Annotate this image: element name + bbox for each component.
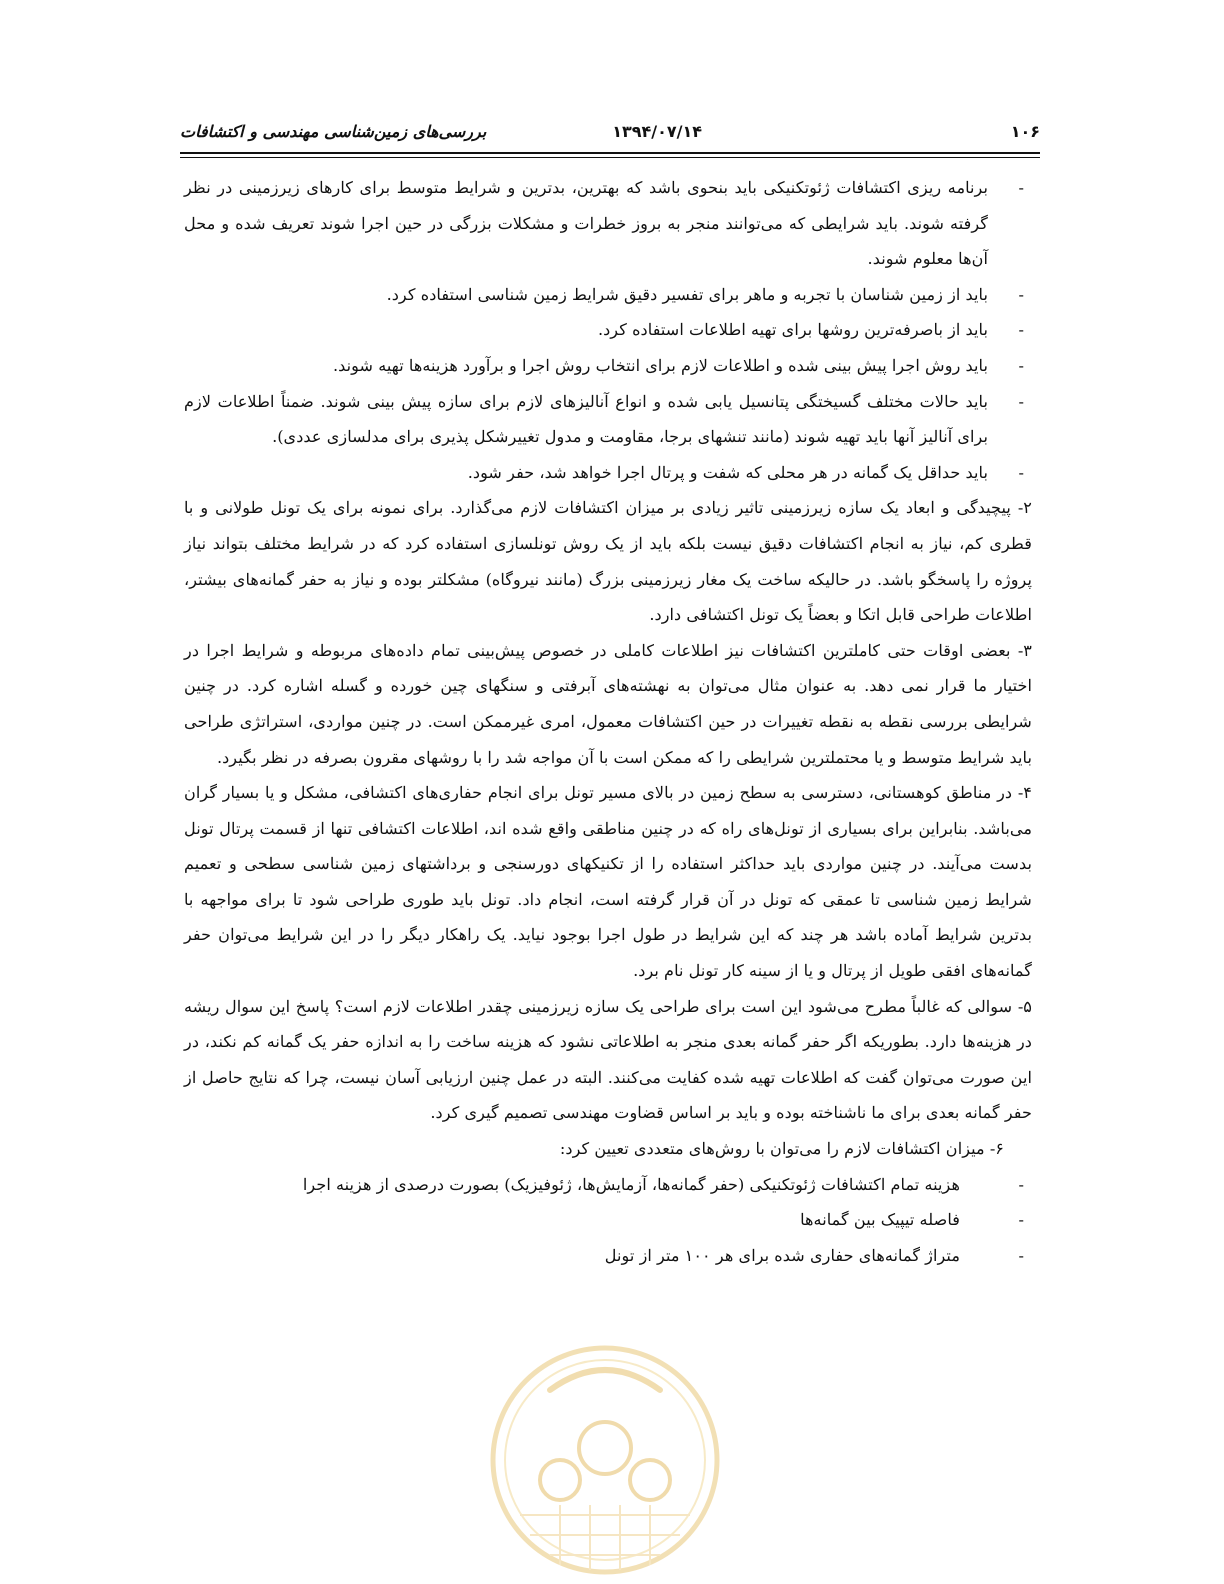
paragraph: ۵- سوالی که غالباً مطرح می‌شود این است برای طراحی یک سازه زیرزمینی چقدر اطلاعات لازم است؟ پاسخ این سوال ریشه در هزینه‌ها دارد. بطوریکه اگر حفر گمانه بعدی منجر به اطلاعاتی نشود که هزینه ساخت را به اندازه حفر یک گمانه کم نکند، در این صورت می‌توان گفت که اطلاعات تهیه شده کفایت می‌کنند. البته در عمل چنین ارزیابی آسان نیست، چرا که نتایج حاصل از حفر گمانه بعدی برای ما ناشناخته بوده و باید بر اساس قضاوت مهندسی تصمیم گیری کرد. bbox=[184, 996, 1032, 1123]
body-text bbox=[184, 170, 1032, 1273]
header-rule-thick bbox=[180, 152, 1040, 154]
paragraph: ۶- میزان اکتشافات لازم را می‌توان با روش‌های متعددی تعیین کرد: bbox=[559, 1139, 1004, 1159]
paragraph: ۲- پیچیدگی و ابعاد یک سازه زیرزمینی تاثیر زیادی بر میزان اکتشافات لازم می‌گذارد. برای نمونه برای یک تونل طولانی و با قطری کم، نیاز به انجام اکتشافات دقیق نیست بلکه باید از یک روش تونلسازی استفاده کرد که در شرایط مختلف بتواند نیاز پروژه را پاسخگو باشد. در حالیکه ساخت یک مغار زیرزمینی بزرگ (مانند نیروگاه) مشکلتر بوده و نیاز به حفر گمانه‌های بیشتر، اطلاعات طراحی قابل اتکا و بعضاً یک تونل اکتشافی دارد. bbox=[184, 498, 1032, 625]
paragraph: ۴- در مناطق کوهستانی، دسترسی به سطح زمین در بالای مسیر تونل برای انجام حفاری‌های اکتشافی، مشکل و یا بسیار گران می‌باشد. بنابراین برای بسیاری از تونل‌های راه که در چنین مناطقی واقع شده اند، اطلاعات اکتشافی تنها از قسمت پرتال تونل بدست می‌آیند. در چنین مواردی باید حداکثر استفاده را از تکنیکهای دورسنجی و برداشتهای زمین شناسی سطحی و تعمیم شرایط زمین شناسی تا عمقی که تونل در آن قرار گرفته است، انجام داد. تونل باید طوری طراحی شود تا برای مواجهه با بدترین شرایط آماده باشد هر چند که این شرایط در طول اجرا بوجود نیاید. یک راهکار دیگر را در این شرایط می‌توان حفر گمانه‌های افقی طویل از پرتال و یا از سینه کار تونل نام برد. bbox=[184, 783, 1032, 981]
list-item: - باید حداقل یک گمانه در هر محلی که شفت و پرتال اجرا خواهد شد، حفر شود. bbox=[184, 455, 1032, 491]
page-number: ۱۰۶ bbox=[1010, 122, 1040, 141]
list-item: - متراژ گمانه‌های حفاری شده برای هر ۱۰۰ متر از تونل bbox=[184, 1238, 1032, 1274]
list-item: - باید از باصرفه‌ترین روشها برای تهیه اطلاعات استفاده کرد. bbox=[184, 312, 1032, 348]
list-item: - باید از زمین شناسان با تجربه و ماهر برای تفسیر دقیق شرایط زمین شناسی استفاده کرد. bbox=[184, 277, 1032, 313]
list-item: - فاصله تیپیک بین گمانه‌ها bbox=[184, 1202, 1032, 1238]
header-rule-thin bbox=[180, 157, 1040, 158]
list-item: - باید روش اجرا پیش بینی شده و اطلاعات لازم برای انتخاب روش اجرا و برآورد هزینه‌ها تهیه شوند. bbox=[184, 348, 1032, 384]
list-item: - برنامه ریزی اکتشافات ژئوتکنیکی باید بنحوی باشد که بهترین، بدترین و شرایط متوسط برای کارهای زیرزمینی در نظر گرفته شوند. باید شرایطی که می‌توانند منجر به بروز خطرات و مشکلات بزرگی در حین اجرا شوند تعریف شده و محل آن‌ها معلوم شوند. bbox=[184, 170, 1032, 277]
list-item: - باید حالات مختلف گسیختگی پتانسیل یابی شده و انواع آنالیزهای لازم برای سازه پیش بینی شوند. ضمناً اطلاعات لازم برای آنالیز آنها باید تهیه شوند (مانند تنشهای برجا، مقاومت و مدول تغییرشکل پذیری برای مدلسازی عددی). bbox=[184, 384, 1032, 455]
header-title: بررسی‌های زمین‌شناسی مهندسی و اکتشافات bbox=[180, 122, 487, 141]
running-header bbox=[180, 118, 1040, 146]
watermark-seal-logo bbox=[480, 1330, 730, 1584]
header-date: ۱۳۹۴/۰۷/۱۴ bbox=[612, 122, 702, 141]
paragraph: ۳- بعضی اوقات حتی کاملترین اکتشافات نیز اطلاعات کاملی در خصوص پیش‌بینی تمام داده‌های مربوطه و شرایط اجرا در اختیار ما قرار نمی دهد. به عنوان مثال می‌توان به نهشته‌های آبرفتی و سنگهای چین خورده و گسله اشاره کرد. در چنین شرایطی بررسی نقطه به نقطه تغییرات در حین اکتشافات معمول، امری غیرممکن است. در چنین مواردی، استراتژی طراحی باید شرایط متوسط و یا محتملترین شرایطی را که ممکن است با آن مواجه شد را با روشهای مقرون بصرفه در نظر بگیرد. bbox=[184, 640, 1032, 767]
list-item: - هزینه تمام اکتشافات ژئوتکنیکی (حفر گمانه‌ها، آزمایش‌ها، ژئوفیزیک) بصورت درصدی از هزینه اجرا bbox=[184, 1167, 1032, 1203]
